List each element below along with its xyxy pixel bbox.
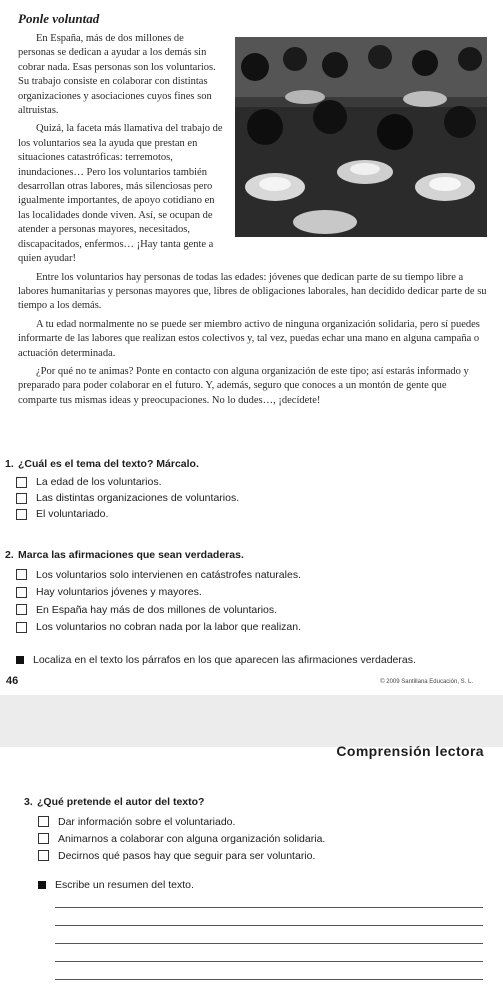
question-text: ¿Cuál es el tema del texto? Márcalo. — [18, 458, 199, 470]
paragraph — [18, 122, 223, 266]
task-text: Escribe un resumen del texto. — [55, 879, 194, 891]
checkbox[interactable] — [38, 850, 49, 861]
section-title: Comprensión lectora — [336, 743, 484, 759]
question-3 — [24, 796, 204, 808]
question-number: 2. — [5, 549, 14, 561]
option-label: El voluntariado. — [36, 508, 109, 520]
question-number: 1. — [5, 458, 14, 470]
question-number: 3. — [24, 796, 33, 808]
reading-text — [18, 32, 488, 412]
option-row — [16, 601, 301, 619]
option-label: La edad de los voluntarios. — [36, 476, 162, 488]
question-1-options — [16, 474, 239, 522]
option-row — [38, 847, 325, 864]
checkbox[interactable] — [38, 833, 49, 844]
checkbox[interactable] — [16, 477, 27, 488]
option-label: Los voluntarios solo intervienen en catástrofes naturales. — [36, 568, 301, 581]
checkbox[interactable] — [16, 622, 27, 633]
answer-line[interactable] — [55, 925, 483, 926]
question-text: Marca las afirmaciones que sean verdaderas. — [18, 549, 244, 561]
answer-line[interactable] — [55, 961, 483, 962]
checkbox[interactable] — [16, 604, 27, 615]
option-label: Los voluntarios no cobran nada por la labor que realizan. — [36, 621, 302, 634]
option-label: Animarnos a colaborar con alguna organización solidaria. — [58, 832, 326, 845]
option-row — [16, 506, 239, 522]
page-separator — [0, 695, 503, 747]
checkbox[interactable] — [16, 509, 27, 520]
question-text: ¿Qué pretende el autor del texto? — [37, 796, 205, 808]
paragraph-text: Quizá, la faceta más llamativa del trabajo de los voluntarios sea la ayuda que prestan en situaciones catastróficas: terremotos, inundaciones… Pero los voluntarios también desarrollan otras labores, más silenciosas pero igualmente importantes, de apoyo cotidiano en las localidades donde viven. Así, se ocupan de atender a personas mayores, necesitados, discapacitados, enfermos… ¡Hay tanta gente a quien ayudar! — [18, 123, 223, 265]
option-label: Las distintas organizaciones de voluntarios. — [36, 492, 240, 504]
question-1 — [5, 458, 199, 470]
option-label: Dar información sobre el voluntariado. — [58, 815, 236, 828]
option-row — [38, 830, 325, 847]
checkbox[interactable] — [38, 816, 49, 827]
paragraph: En España, más de dos millones de personas se dedican a ayudar a los demás sin cobrar nada. Esas personas son los voluntarios. Su trabajo consiste en colaborar con distintas organizaciones y asociaciones cuyos fines son altruistas. — [18, 33, 216, 117]
checkbox[interactable] — [16, 493, 27, 504]
option-label: Hay voluntarios jóvenes y mayores. — [36, 586, 202, 599]
question-3-options — [38, 813, 325, 864]
task-bullet-icon — [38, 881, 46, 889]
answer-line[interactable] — [55, 979, 483, 980]
option-row — [16, 490, 239, 506]
option-label: En España hay más de dos millones de voluntarios. — [36, 603, 278, 616]
task-text: Localiza en el texto los párrafos en los que aparecen las afirmaciones verdaderas. — [33, 654, 416, 666]
option-row — [16, 474, 239, 490]
copyright-notice: © 2009 Santillana Educación, S. L. — [380, 679, 473, 685]
page-number: 46 — [6, 675, 19, 687]
question-2 — [5, 549, 244, 561]
task-write-summary — [38, 879, 194, 891]
reading-title: Ponle voluntad — [18, 11, 100, 26]
paragraph: A tu edad normalmente no se puede ser miembro activo de ninguna organización solidaria, pero sí puedes informarte de las labores que realizan estos colectivos y, tal vez, puedas echar una mano en alguna campaña o actuación determinada. — [18, 318, 480, 359]
paragraph: ¿Por qué no te animas? Ponte en contacto con alguna organización de este tipo; así estarás informado y preparado para poder colaborar en el futuro. Y, además, seguro que conoces a un montón de gente que comparte tus mismas ideas y preocupaciones. No lo dudes…, ¡decídete! — [18, 365, 469, 406]
answer-line[interactable] — [55, 907, 483, 908]
task-bullet-icon — [16, 656, 24, 664]
question-2-options — [16, 566, 301, 636]
checkbox[interactable] — [16, 569, 27, 580]
answer-line[interactable] — [55, 943, 483, 944]
option-row — [16, 619, 301, 637]
option-row — [16, 566, 301, 584]
option-label: Decirnos qué pasos hay que seguir para ser voluntario. — [58, 849, 316, 862]
task-locate-paragraphs — [16, 654, 416, 666]
option-row — [16, 584, 301, 602]
option-row — [38, 813, 325, 830]
checkbox[interactable] — [16, 587, 27, 598]
paragraph: Entre los voluntarios hay personas de todas las edades: jóvenes que dedican parte de su tiempo libre a labores humanitarias y personas mayores que, libres de obligaciones laborales, han decidido dedicar parte de su tiempo a los demás. — [18, 271, 487, 312]
